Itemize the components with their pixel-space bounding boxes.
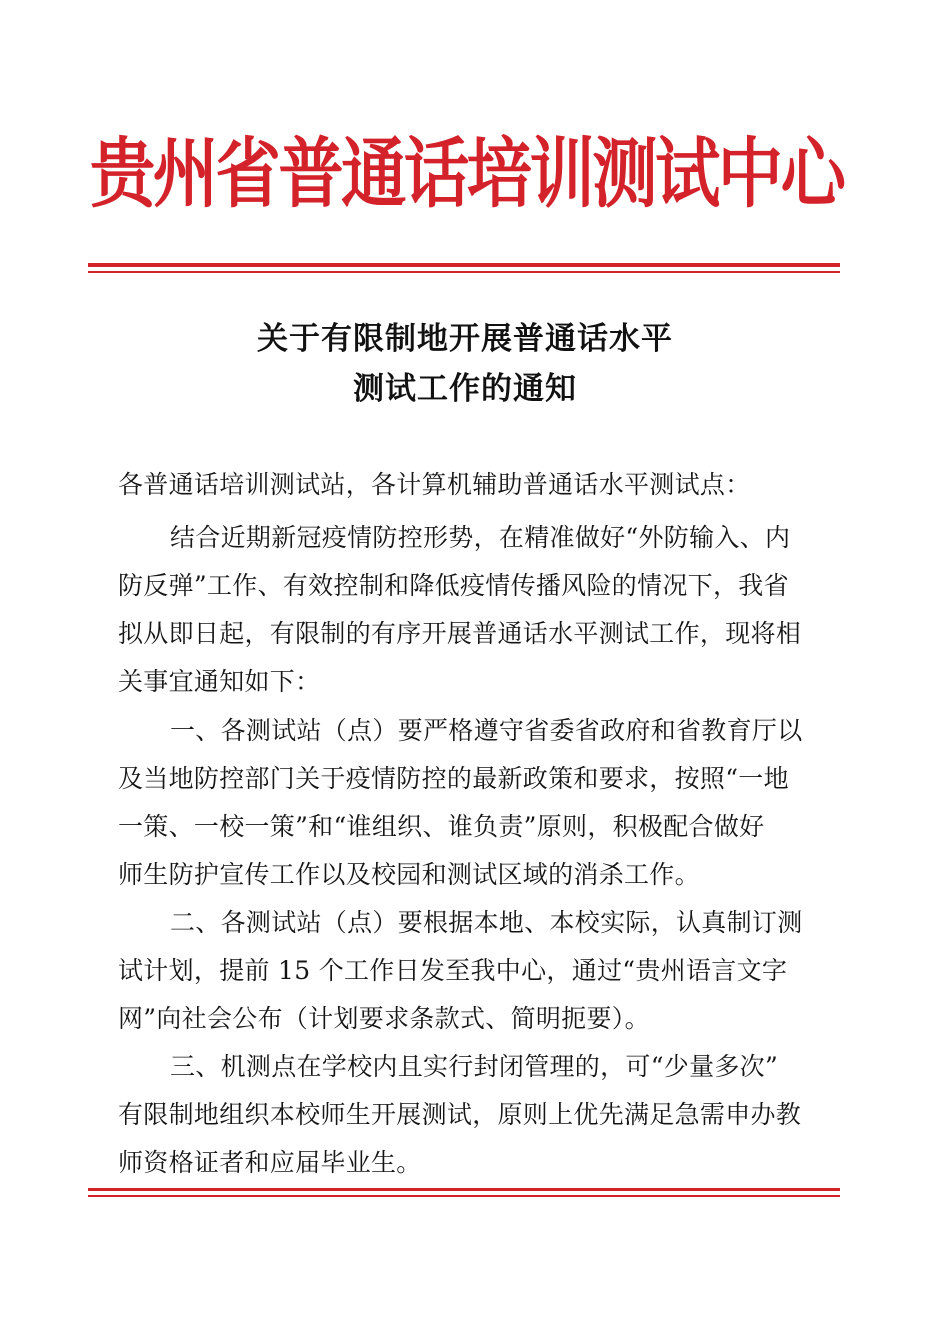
footer-rule-thin bbox=[88, 1195, 840, 1197]
letterhead-rule-thin bbox=[88, 271, 840, 273]
item-1-line: 一策、一校一策”和“谁组织、谁负责”原则，积极配合做好 bbox=[118, 812, 765, 841]
intro-line: 防反弹”工作、有效控制和降低疫情传播风险的情况下，我省 bbox=[118, 571, 789, 600]
item-2-line: 网”向社会公布（计划要求条款式、简明扼要）。 bbox=[118, 1004, 650, 1033]
intro-line: 关事宜通知如下： bbox=[118, 667, 321, 696]
letterhead-org-name: 贵州省普通话培训测试中心 bbox=[90, 129, 844, 218]
item-1-line: 师生防护宣传工作以及校园和测试区域的消杀工作。 bbox=[118, 860, 700, 889]
intro-line: 结合近期新冠疫情防控形势，在精准做好“外防输入、内 bbox=[170, 523, 791, 552]
item-2-line: 试计划，提前 15 个工作日发至我中心，通过“贵州语言文字 bbox=[118, 956, 788, 985]
document-title-line-1: 关于有限制地开展普通话水平 bbox=[257, 321, 673, 357]
item-2-line: 二、各测试站（点）要根据本地、本校实际，认真制订测 bbox=[170, 908, 803, 937]
salutation: 各普通话培训测试站，各计算机辅助普通话水平测试点： bbox=[118, 470, 751, 499]
item-3-line: 三、机测点在学校内且实行封闭管理的，可“少量多次” bbox=[170, 1052, 779, 1081]
footer-rule-thick bbox=[88, 1188, 840, 1191]
document-title-line-2: 测试工作的通知 bbox=[353, 371, 577, 407]
intro-line: 拟从即日起，有限制的有序开展普通话水平测试工作，现将相 bbox=[118, 619, 802, 648]
item-1-line: 及当地防控部门关于疫情防控的最新政策和要求，按照“一地 bbox=[118, 764, 789, 793]
item-3-line: 师资格证者和应届毕业生。 bbox=[118, 1148, 422, 1177]
letterhead-rule-thick bbox=[88, 263, 840, 267]
item-1-line: 一、各测试站（点）要严格遵守省委省政府和省教育厅以 bbox=[170, 716, 803, 745]
item-3-line: 有限制地组织本校师生开展测试，原则上优先满足急需申办教 bbox=[118, 1100, 802, 1129]
